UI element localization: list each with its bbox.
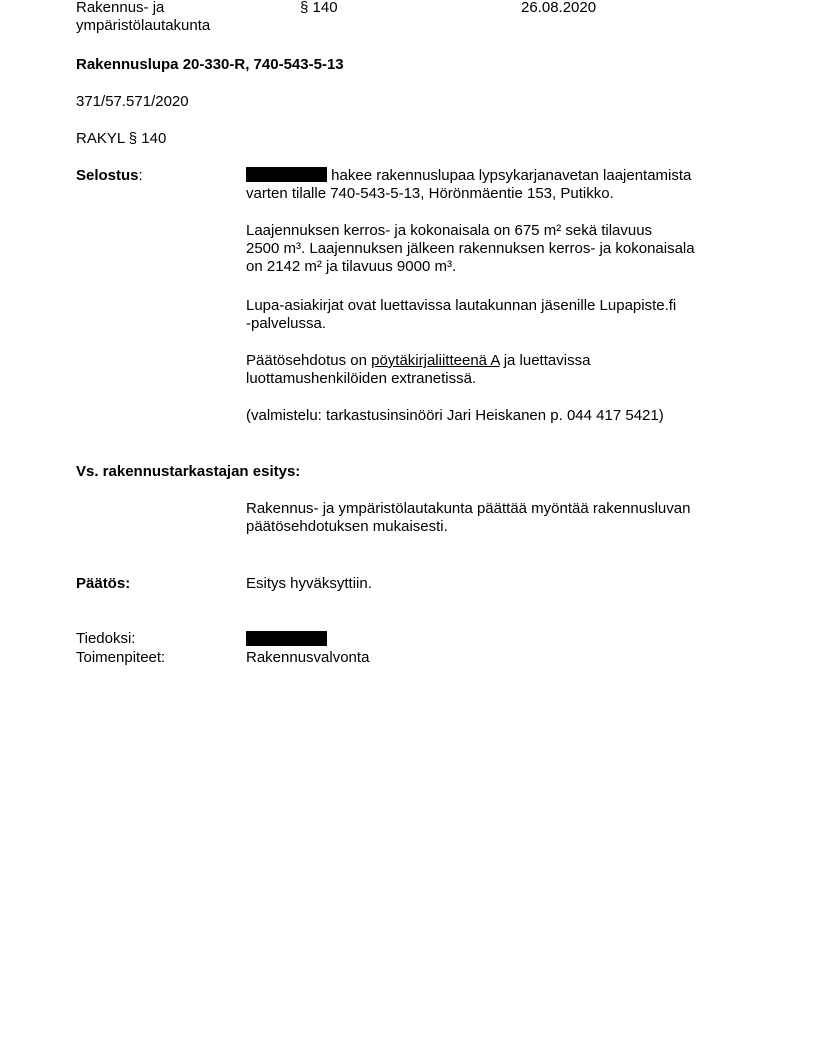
meeting-date: 26.08.2020: [521, 0, 597, 16]
proposal-line1: Rakennus- ja ympäristölautakunta päättää myöntää rakennusluvan: [246, 500, 691, 517]
description-p1-line2: varten tilalle 740-543-5-13, Hörönmäentie 153, Putikko.: [246, 185, 614, 202]
description-p3-line1: Lupa-asiakirjat ovat luettavissa lautakunnan jäsenille Lupapiste.fi: [246, 297, 677, 314]
actions-value: Rakennusvalvonta: [246, 649, 370, 666]
description-paragraph-1: [246, 167, 726, 203]
section-reference: RAKYL § 140: [76, 130, 167, 147]
decision-value: Esitys hyväksyttiin.: [246, 575, 372, 592]
reference-number: 371/57.571/2020: [76, 93, 189, 110]
org-name-line2: ympäristölautakunta: [76, 17, 211, 34]
decision-label: Päätös:: [76, 575, 131, 592]
info-label: Tiedoksi:: [76, 630, 136, 647]
description-p4-before: Päätösehdotus on: [246, 352, 372, 369]
preparer-info: (valmistelu: tarkastusinsinööri Jari Heiskanen p. 044 417 5421): [246, 407, 664, 424]
proposal-line2: päätösehdotuksen mukaisesti.: [246, 518, 448, 535]
document-title: Rakennuslupa 20-330-R, 740-543-5-13: [76, 56, 344, 73]
description-label: [76, 167, 143, 185]
description-paragraph-4: [246, 352, 726, 388]
description-p3-line2: -palvelussa.: [246, 315, 327, 332]
description-paragraph-2: [246, 222, 726, 276]
description-p1-line1: hakee rakennuslupaa lypsykarjanavetan laajentamista: [331, 167, 692, 184]
description-label-colon: :: [138, 167, 143, 184]
actions-label: Toimenpiteet:: [76, 649, 166, 666]
proposal-text: [246, 500, 726, 536]
description-p4-line2: luottamushenkilöiden extranetissä.: [246, 370, 477, 387]
proposal-heading: Vs. rakennustarkastajan esitys:: [76, 463, 301, 480]
description-paragraph-3: [246, 297, 726, 333]
attachment-a-link[interactable]: pöytäkirjaliitteenä A: [371, 352, 500, 369]
redacted-applicant: [246, 167, 327, 182]
description-label-text: Selostus: [76, 167, 139, 184]
org-name-line1: Rakennus- ja: [76, 0, 165, 16]
section-number: § 140: [300, 0, 338, 16]
redacted-recipient: [246, 631, 327, 646]
description-p2-line1: Laajennuksen kerros- ja kokonaisala on 675 m² sekä tilavuus: [246, 222, 653, 239]
description-p2-line3: on 2142 m² ja tilavuus 9000 m³.: [246, 258, 457, 275]
description-p4-after: ja luettavissa: [499, 352, 591, 369]
description-p2-line2: 2500 m³. Laajennuksen jälkeen rakennuksen kerros- ja kokonaisala: [246, 240, 695, 257]
